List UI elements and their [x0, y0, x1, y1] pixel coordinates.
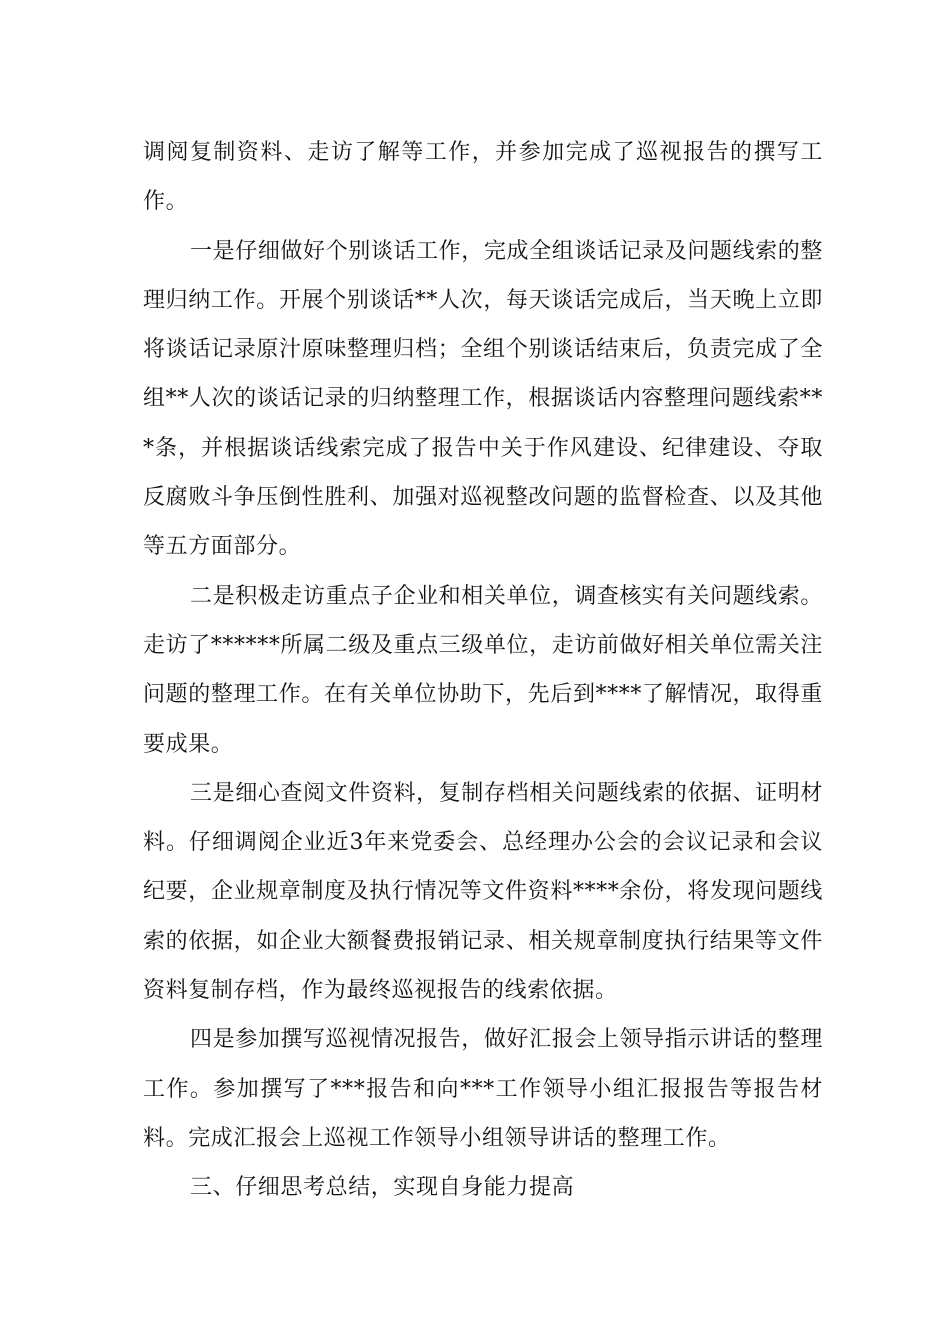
- section-heading: 三、仔细思考总结，实现自身能力提高: [190, 1175, 575, 1201]
- paragraph-item-three: 三是细心查阅文件资料，复制存档相关问题线索的依据、证明材料。仔细调阅企业近3年来党委会、总经理办公会的会议记录和会议纪要，企业规章制度及执行情况等文件资料****余份，将发现问题线索的依据，如企业大额餐费报销记录、相关规章制度执行结果等文件资料复制存档，作为最终巡视报告的线索依据。: [143, 780, 823, 1004]
- document-body: [143, 128, 823, 1213]
- paragraph-item-four: 四是参加撰写巡视情况报告，做好汇报会上领导指示讲话的整理工作。参加撰写了***报告和向***工作领导小组汇报报告等报告材料。完成汇报会上巡视工作领导小组领导讲话的整理工作。: [143, 1027, 823, 1151]
- paragraph-continuation: 调阅复制资料、走访了解等工作，并参加完成了巡视报告的撰写工作。: [143, 140, 823, 215]
- paragraph-item-two: 二是积极走访重点子企业和相关单位，调查核实有关问题线索。走访了******所属二级及重点三级单位，走访前做好相关单位需关注问题的整理工作。在有关单位协助下，先后到****了解情况，取得重要成果。: [143, 583, 823, 757]
- paragraph-item-one: 一是仔细做好个别谈话工作，完成全组谈话记录及问题线索的整理归纳工作。开展个别谈话**人次，每天谈话完成后，当天晚上立即将谈话记录原汁原味整理归档；全组个别谈话结束后，负责完成了全组**人次的谈话记录的归纳整理工作，根据谈话内容整理问题线索***条，并根据谈话线索完成了报告中关于作风建设、纪律建设、夺取反腐败斗争压倒性胜利、加强对巡视整改问题的监督检查、以及其他等五方面部分。: [143, 238, 823, 560]
